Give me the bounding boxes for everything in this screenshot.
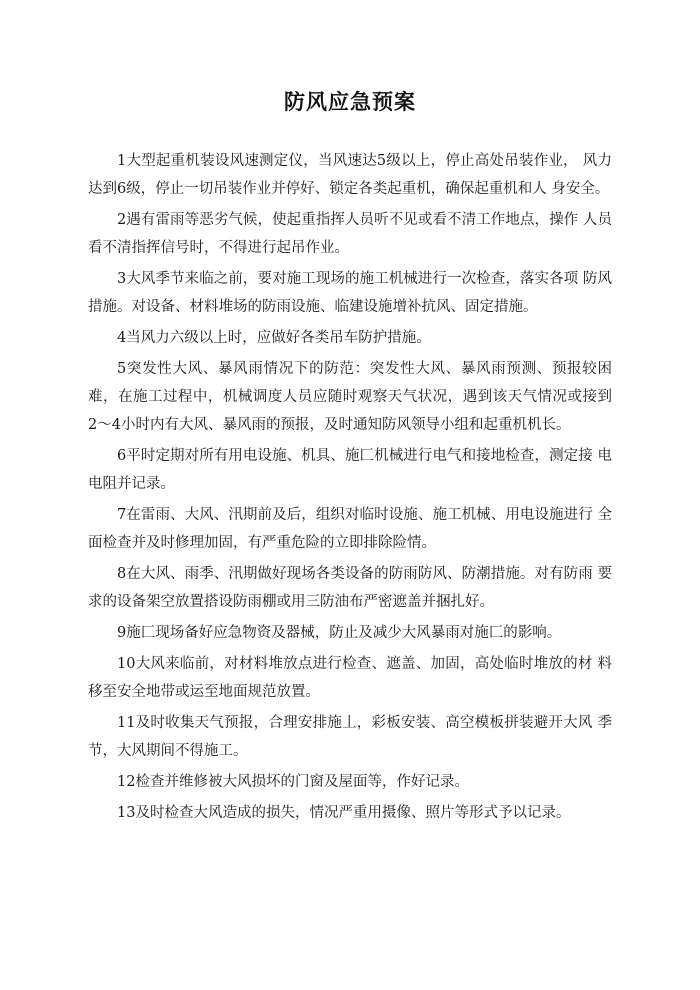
paragraph-13: 13及时检查大风造成的损失，情况严重用摄像、照片等形式予以记录。	[117, 805, 571, 821]
paragraph-5: 5突发性大风、暴风雨情况下的防范：突发性大风、暴风雨预测、预报较困 难，在施工过程中，机械调度人员应随时观察天气状况，遇到该天气情况或接到 2〜4小时内有大风、暴风雨的预报，及时通知防风领导小组和起重机机长。	[88, 361, 612, 433]
paragraph-3: 3大风季节来临之前，要对施工现场的施工机械进行一次检查，落实各项 防风措施。对设备、材料堆场的防雨设施、临建设施增补抗风、固定措施。	[88, 271, 612, 315]
paragraph-1: 1大型起重机装设风速测定仪，当风速达5级以上，停止高处吊装作业， 风力达到6级，停止一切吊装作业并停好、锁定各类起重机，确保起重机和人 身安全。	[88, 153, 612, 197]
paragraph-11: 11及时收集天气预报，合理安排施丄，彩板安装、高空模板拼装避开大风 季节，大风期间不得施工。	[88, 715, 612, 759]
document-body	[88, 147, 612, 830]
paragraph-4: 4当风力六级以上时，应做好各类吊车防护措施。	[117, 330, 431, 346]
paragraph-2: 2遇有雷雨等恶劣气候，使起重指挥人员听不见或看不清工作地点，操作 人员看不清指挥信号时，不得进行起吊作业。	[88, 212, 612, 256]
document-title: 防风应急预案	[284, 90, 416, 114]
paragraph-9: 9施匚现场备好应急物资及器械，防止及减少大风暴雨对施匚的影响。	[117, 625, 562, 641]
paragraph-10: 10大风来临前，对材料堆放点进行检查、遮盖、加固，高处临时堆放的材 料移至安全地带或运至地面规范放置。	[88, 656, 612, 700]
paragraph-6: 6平时定期对所有用电设施、机具、施匚机械进行电气和接地检查，测定接 电电阻并记录。	[88, 448, 612, 492]
paragraph-12: 12检查并维修被大风损坏的门窗及屋面等，作好记录。	[117, 774, 469, 790]
paragraph-8: 8在大风、雨季、汛期做好现场各类设备的防雨防风、防潮措施。对有防雨 要求的设备架空放置搭设防雨棚或用三防油布严密遮盖并捆扎好。	[88, 566, 612, 610]
paragraph-7: 7在雷雨、大风、汛期前及后，组织对临时设施、施工机械、用电设施进行 全面检查并及时修理加固，有严重危险的立即排除险情。	[88, 507, 612, 551]
